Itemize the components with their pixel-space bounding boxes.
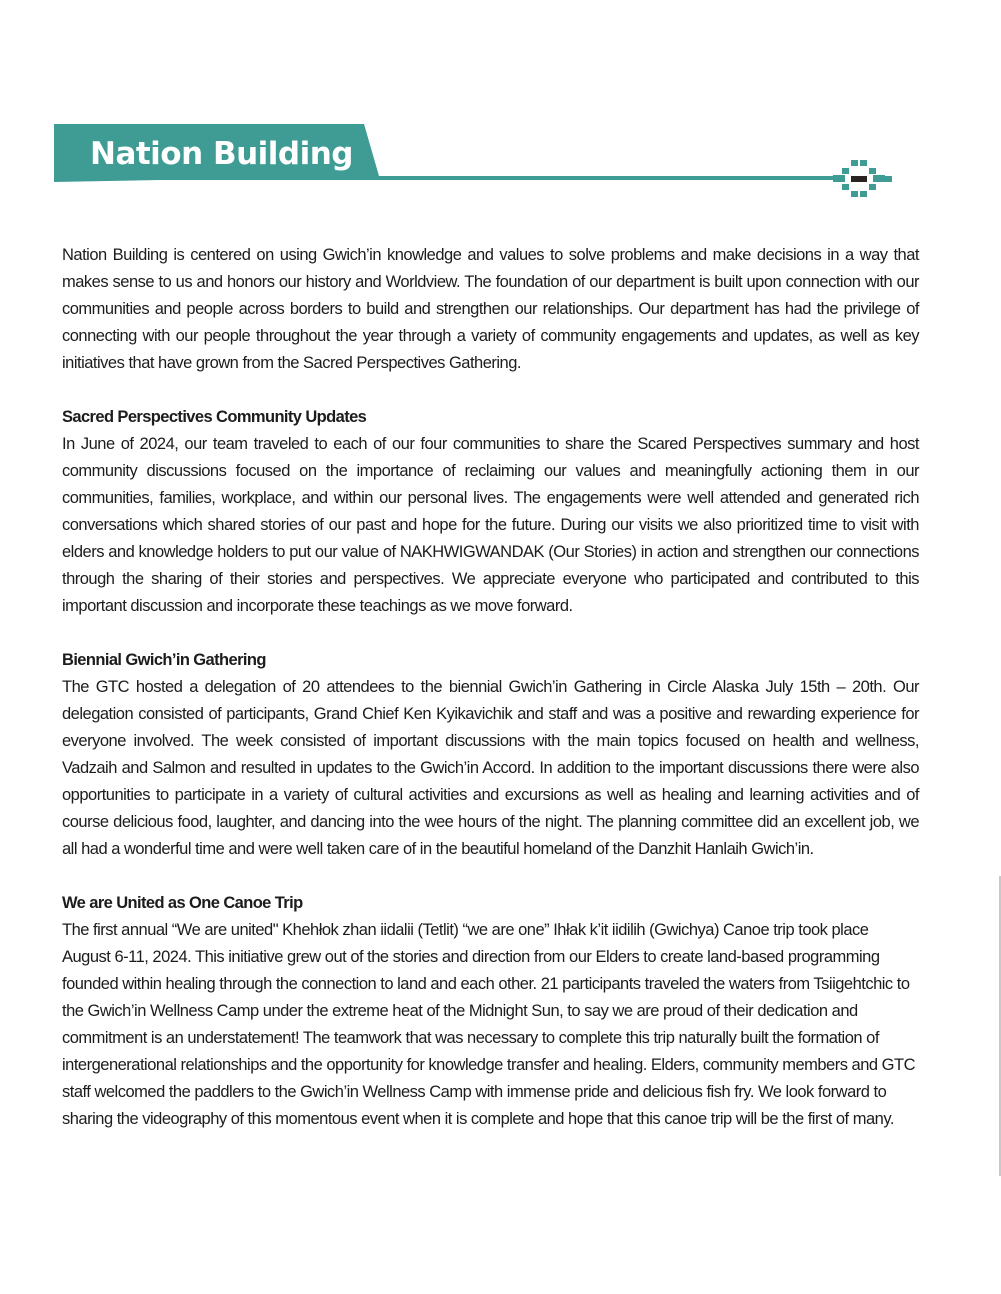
page-title: Nation Building: [90, 136, 353, 172]
section-sacred-perspectives: [62, 404, 919, 620]
intro-paragraph: Nation Building is centered on using Gwich’in knowledge and values to solve problems and make decisions in a way that makes sense to us and honors our history and Worldview. The foundation of our department is built upon connection with our communities and people across borders to build and strengthen our relationships. Our department has had the privilege of connecting with our people throughout the year through a variety of community engagements and updates, as well as key initiatives that have grown from the Sacred Perspectives Gathering.: [62, 246, 919, 372]
section-heading: We are United as One Canoe Trip: [62, 894, 303, 912]
section-heading: Sacred Perspectives Community Updates: [62, 408, 367, 426]
document-body: [62, 242, 919, 1133]
section-gwichin-gathering: [62, 647, 919, 863]
section-paragraph: The GTC hosted a delegation of 20 attendees to the biennial Gwich’in Gathering in Circle Alaska July 15th – 20th. Our delegation consisted of participants, Grand Chief Ken Kyikavichik and staff and was a positive and rewarding experience for everyone involved. The week consisted of important discussions with the main topics focused on health and wellness, Vadzaih and Salmon and resulted in updates to the Gwich’in Accord. In addition to the important discussions there were also opportunities to participate in a variety of cultural activities and excursions as well as healing and learning activities and of course delicious food, laughter, and dancing into the wee hours of the night. The planning committee did an excellent job, we all had a wonderful time and were well taken care of in the beautiful homeland of the Danzhit Hanlaih Gwich’in.: [62, 678, 919, 858]
section-paragraph: The first annual “We are united" Khehłok zhan iidalii (Tetlit) “we are one” Ihłak k’it iidilih (Gwichya) Canoe trip took place August 6-11, 2024. This initiative grew out of the stories and direction from our Elders to create land-based programming founded within healing through the connection to land and each other. 21 participants traveled the waters from Tsiigehtchic to the Gwich’in Wellness Camp under the extreme heat of the Midnight Sun, to say we are proud of their dedication and commitment is an understatement! The teamwork that was necessary to complete this trip naturally built the formation of intergenerational relationships and the opportunity for knowledge transfer and healing. Elders, community members and GTC staff welcomed the paddlers to the Gwich’in Wellness Camp with immense pride and delicious fish fry. We look forward to sharing the videography of this momentous event when it is complete and hope that this canoe trip will be the first of many.: [62, 921, 915, 1128]
section-heading: Biennial Gwich’in Gathering: [62, 651, 266, 669]
header-rule-line: [54, 176, 838, 180]
section-canoe-trip: [62, 890, 919, 1133]
section-paragraph: In June of 2024, our team traveled to each of our four communities to share the Scared Perspectives summary and host community discussions focused on the importance of reclaiming our values and meaningfully actioning them in our communities, families, workplace, and within our personal lives. The engagements were well attended and generated rich conversations which shared stories of our past and hope for the future. During our visits we also prioritized time to visit with elders and knowledge holders to put our value of NAKHWIGWANDAK (Our Stories) in action and strengthen our connections through the sharing of their stories and perspectives. We appreciate everyone who participated and contributed to this important discussion and incorporate these teachings as we move forward.: [62, 435, 919, 615]
diamond-ornament-icon: [833, 160, 892, 197]
